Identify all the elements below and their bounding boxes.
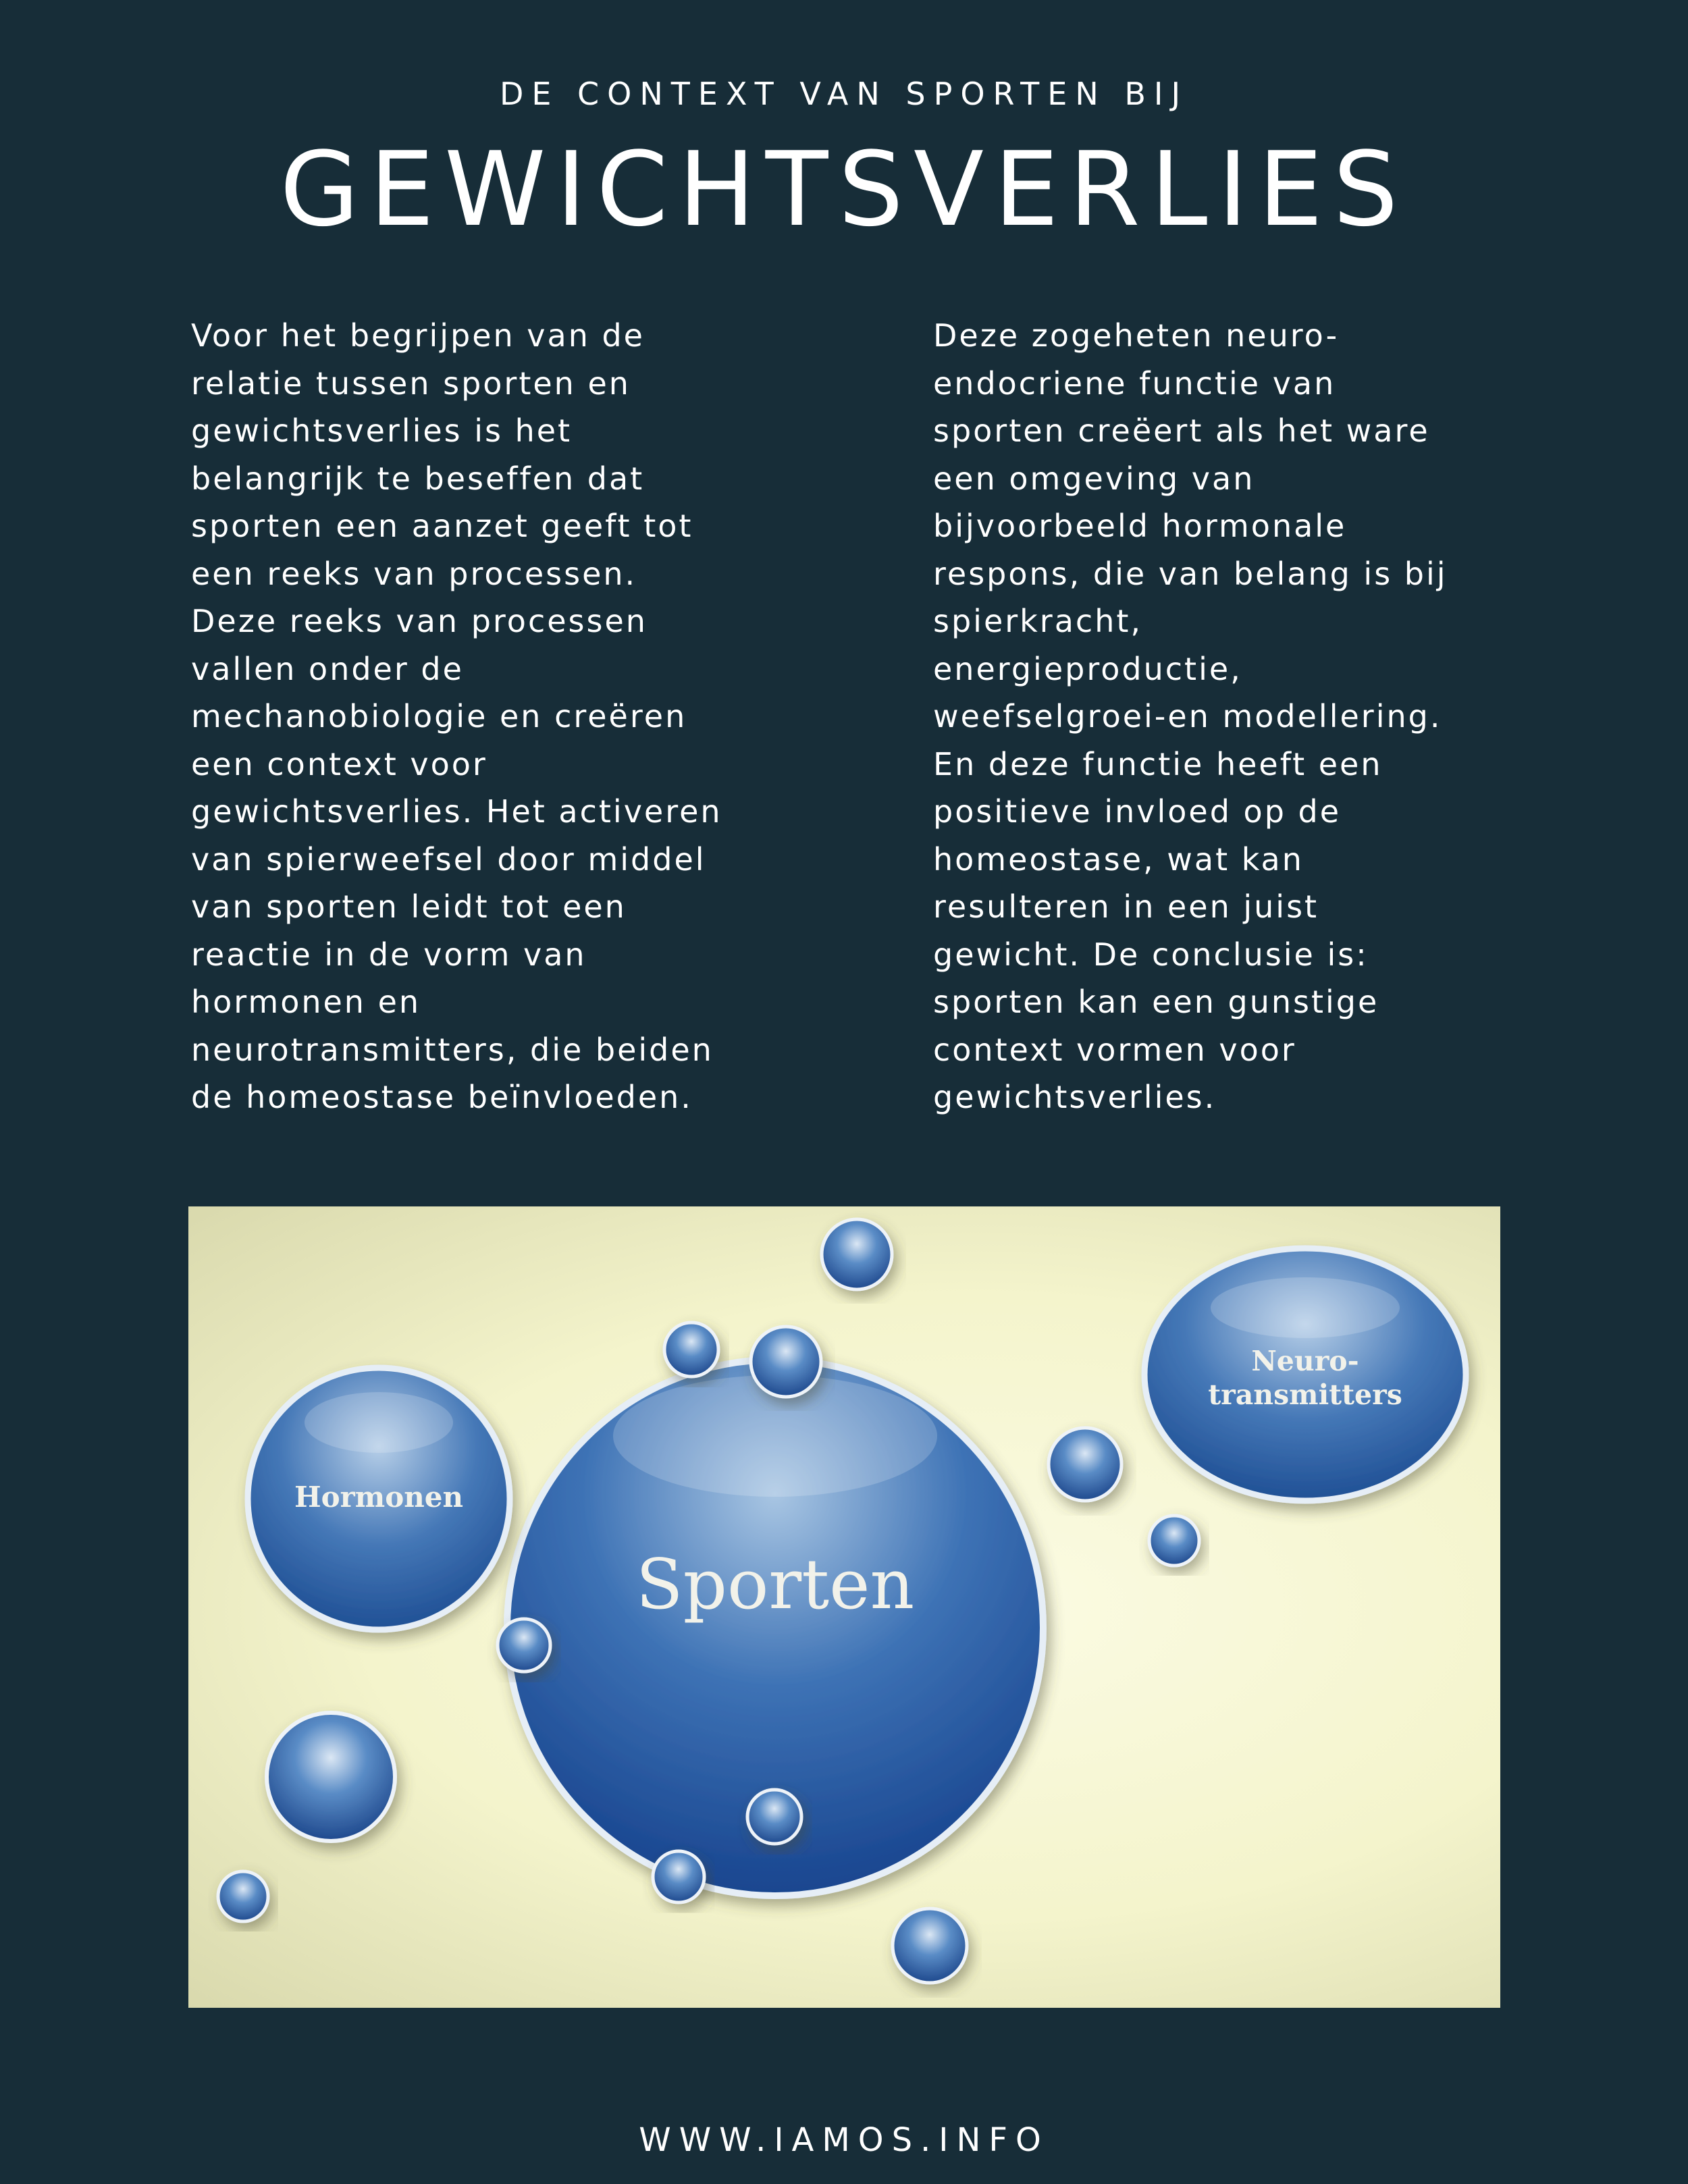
- sporten-label: Sporten: [635, 1545, 915, 1625]
- neurotransmitters-label-line1: Neuro-: [1251, 1345, 1359, 1377]
- right-column-text: Deze zogeheten neuro- endocriene functie van sporten creëert als het ware een omgeving van bijvoorbeeld hormonale respons, die van belang is bij spierkracht, energieproductie, weefselgroei-en modellering. En deze functie heeft een positieve invloed op de homeostase, wat kan resulteren in een juist gewicht. De conclusie is: sporten kan een gunstige context vormen voor gewichtsverlies.: [933, 317, 1448, 1115]
- page-subtitle: DE CONTEXT VAN SPORTEN BIJ: [499, 76, 1189, 112]
- droplet: [747, 1790, 801, 1844]
- droplet: [822, 1219, 892, 1289]
- droplet: [1049, 1428, 1122, 1501]
- droplet: [653, 1851, 704, 1902]
- bubble-diagram: [188, 1206, 1500, 2008]
- droplet: [218, 1871, 268, 1921]
- left-column-text: Voor het begrijpen van de relatie tussen sporten en gewichtsverlies is het belangrijk te beseffen dat sporten een aanzet geeft tot een reeks van processen. Deze reeks van processen vallen onder de mechanobiologie en creëren een context voor gewichtsverlies. Het activeren van spierweefsel door middel van sporten leidt tot een reactie in de vorm van hormonen en neurotransmitters, die beiden de homeostase beïnvloeden.: [191, 317, 722, 1115]
- hormonen-label: Hormonen: [294, 1481, 464, 1514]
- footer-url: WWW.IAMOS.INFO: [639, 2121, 1049, 2159]
- droplet: [1149, 1516, 1199, 1566]
- droplet: [664, 1323, 718, 1377]
- bubble-illustration: [188, 1206, 1500, 2008]
- droplet: [498, 1619, 550, 1672]
- droplet: [751, 1327, 821, 1397]
- neurotransmitters-label-line2: transmitters: [1208, 1379, 1402, 1411]
- droplet: [267, 1713, 395, 1841]
- droplet: [893, 1909, 967, 1983]
- page-title: GEWICHTSVERLIES: [280, 130, 1408, 249]
